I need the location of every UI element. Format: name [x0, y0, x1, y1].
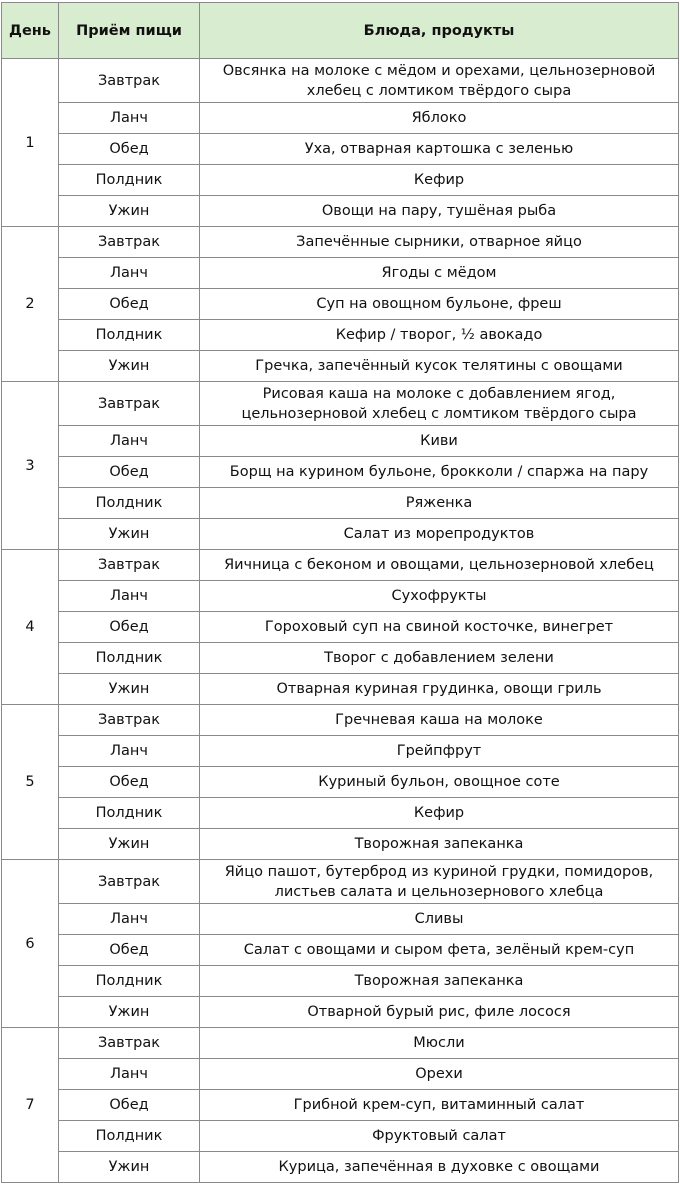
dish-line: хлебец с ломтиком твёрдого сыра — [306, 82, 572, 99]
dish-line: Киви — [420, 433, 458, 449]
day-number: 5 — [2, 705, 59, 860]
meal-name: Полдник — [59, 488, 200, 519]
table-row — [2, 705, 679, 736]
dish-line: Салат из морепродуктов — [343, 526, 535, 542]
table-row — [2, 643, 679, 674]
table-row — [2, 519, 679, 550]
table-row — [2, 1090, 679, 1121]
day-number: 2 — [2, 227, 59, 382]
dish-cell — [200, 103, 679, 134]
meal-name: Ужин — [59, 1152, 200, 1183]
table-row — [2, 966, 679, 997]
meal-name: Ланч — [59, 426, 200, 457]
dish-line: Гороховый суп на свиной косточке, винегрет — [264, 619, 614, 635]
meal-name: Полдник — [59, 165, 200, 196]
table-row — [2, 767, 679, 798]
dish-cell — [200, 1090, 679, 1121]
header-meal: Приём пищи — [59, 3, 200, 59]
meal-name: Завтрак — [59, 59, 200, 103]
meal-name: Полдник — [59, 643, 200, 674]
dish-line: Гречка, запечённый кусок телятины с овощами — [255, 358, 623, 374]
dish-line: Творог с добавлением зелени — [324, 650, 554, 666]
dish-cell — [200, 997, 679, 1028]
header-row — [2, 3, 679, 59]
dish-cell — [200, 705, 679, 736]
meal-name: Завтрак — [59, 1028, 200, 1059]
table-row — [2, 59, 679, 103]
table-row — [2, 798, 679, 829]
meal-name: Обед — [59, 134, 200, 165]
meal-name: Полдник — [59, 1121, 200, 1152]
meal-name: Ужин — [59, 674, 200, 705]
table-row — [2, 1121, 679, 1152]
dish-cell — [200, 581, 679, 612]
dish-line: Фруктовый салат — [372, 1128, 506, 1144]
meal-name: Обед — [59, 457, 200, 488]
table-row — [2, 935, 679, 966]
table-row — [2, 860, 679, 904]
dish-cell — [200, 798, 679, 829]
meal-name: Полдник — [59, 798, 200, 829]
meal-name: Обед — [59, 1090, 200, 1121]
meal-name: Ланч — [59, 103, 200, 134]
dish-line: Овсянка на молоке с мёдом и орехами, цельнозерновой — [222, 62, 656, 79]
dish-line: Курица, запечённая в духовке с овощами — [278, 1159, 600, 1175]
table-row — [2, 612, 679, 643]
dish-line: Сухофрукты — [391, 588, 487, 604]
day-number: 6 — [2, 860, 59, 1028]
table-row — [2, 457, 679, 488]
table-row — [2, 829, 679, 860]
table-row — [2, 1028, 679, 1059]
dish-cell — [200, 612, 679, 643]
table-row — [2, 904, 679, 935]
dish-cell — [200, 550, 679, 581]
meal-name: Завтрак — [59, 860, 200, 904]
day-number: 7 — [2, 1028, 59, 1183]
dish-line: Грейпфрут — [396, 743, 482, 759]
meal-plan-table — [1, 2, 679, 1183]
meal-name: Ужин — [59, 196, 200, 227]
meal-name: Ланч — [59, 1059, 200, 1090]
dish-line: Кефир / творог, ½ авокадо — [335, 327, 543, 343]
meal-name: Ужин — [59, 997, 200, 1028]
dish-line: Куриный бульон, овощное соте — [318, 774, 560, 790]
meal-name: Обед — [59, 767, 200, 798]
table-row — [2, 550, 679, 581]
dish-cell — [200, 351, 679, 382]
dish-line: Овощи на пару, тушёная рыба — [321, 203, 557, 219]
dish-cell — [200, 767, 679, 798]
dish-cell — [200, 1059, 679, 1090]
dish-line: Сливы — [414, 911, 464, 927]
table-row — [2, 581, 679, 612]
meal-name: Завтрак — [59, 550, 200, 581]
table-row — [2, 134, 679, 165]
meal-name: Обед — [59, 289, 200, 320]
dish-line: Кефир — [413, 172, 465, 188]
meal-name: Полдник — [59, 966, 200, 997]
meal-name: Ужин — [59, 351, 200, 382]
dish-cell — [200, 382, 679, 426]
table-row — [2, 382, 679, 426]
dish-line: Ягоды с мёдом — [381, 265, 497, 281]
meal-name: Полдник — [59, 320, 200, 351]
header-dishes: Блюда, продукты — [200, 3, 679, 59]
dish-cell — [200, 736, 679, 767]
dish-line: Отварной бурый рис, филе лосося — [307, 1004, 571, 1020]
dish-cell — [200, 320, 679, 351]
table-body — [2, 59, 679, 1183]
table-row — [2, 103, 679, 134]
dish-line: Кефир — [413, 805, 465, 821]
meal-name: Ланч — [59, 581, 200, 612]
meal-name: Ланч — [59, 258, 200, 289]
dish-cell — [200, 426, 679, 457]
dish-line: Запечённые сырники, отварное яйцо — [296, 234, 582, 250]
dish-line: Творожная запеканка — [354, 836, 524, 852]
dish-cell — [200, 904, 679, 935]
dish-line: цельнозерновой хлебец с ломтиком твёрдого сыра — [241, 405, 637, 422]
dish-cell — [200, 289, 679, 320]
dish-cell — [200, 1028, 679, 1059]
table-row — [2, 351, 679, 382]
table-row — [2, 196, 679, 227]
table-header — [2, 3, 679, 59]
dish-cell — [200, 258, 679, 289]
dish-cell — [200, 59, 679, 103]
table-row — [2, 227, 679, 258]
table-row — [2, 320, 679, 351]
dish-cell — [200, 165, 679, 196]
dish-line: Яичница с беконом и овощами, цельнозерновой хлебец — [224, 557, 654, 573]
table-row — [2, 997, 679, 1028]
dish-line: Салат с овощами и сыром фета, зелёный крем-суп — [243, 942, 635, 958]
dish-cell — [200, 457, 679, 488]
table-row — [2, 426, 679, 457]
dish-cell — [200, 1121, 679, 1152]
dish-cell — [200, 227, 679, 258]
table-row — [2, 674, 679, 705]
table-row — [2, 1059, 679, 1090]
dish-cell — [200, 860, 679, 904]
dish-line: Яблоко — [411, 110, 467, 126]
dish-line: Ряженка — [405, 495, 473, 511]
dish-cell — [200, 134, 679, 165]
dish-cell — [200, 829, 679, 860]
meal-name: Ужин — [59, 829, 200, 860]
dish-line: Рисовая каша на молоке с добавлением ягод, — [262, 385, 616, 402]
meal-name: Ланч — [59, 736, 200, 767]
table-row — [2, 289, 679, 320]
meal-name: Ланч — [59, 904, 200, 935]
meal-name: Обед — [59, 612, 200, 643]
table-row — [2, 165, 679, 196]
dish-cell — [200, 488, 679, 519]
dish-cell — [200, 935, 679, 966]
dish-cell — [200, 519, 679, 550]
day-number: 4 — [2, 550, 59, 705]
dish-cell — [200, 643, 679, 674]
day-number: 3 — [2, 382, 59, 550]
dish-line: Грибной крем-суп, витаминный салат — [293, 1097, 585, 1113]
dish-cell — [200, 966, 679, 997]
dish-line: листьев салата и цельнозернового хлебца — [274, 883, 604, 900]
dish-line: Отварная куриная грудинка, овощи гриль — [276, 681, 602, 697]
dish-cell — [200, 196, 679, 227]
day-number: 1 — [2, 59, 59, 227]
dish-line: Гречневая каша на молоке — [335, 712, 543, 728]
dish-line: Уха, отварная картошка с зеленью — [304, 141, 574, 157]
table-row — [2, 258, 679, 289]
dish-line: Мюсли — [413, 1035, 465, 1051]
table-row — [2, 736, 679, 767]
meal-name: Обед — [59, 935, 200, 966]
table-row — [2, 488, 679, 519]
dish-line: Суп на овощном бульоне, фреш — [316, 296, 562, 312]
dish-line: Творожная запеканка — [354, 973, 524, 989]
header-day: День — [2, 3, 59, 59]
dish-cell — [200, 1152, 679, 1183]
meal-name: Завтрак — [59, 227, 200, 258]
dish-cell — [200, 674, 679, 705]
table-row — [2, 1152, 679, 1183]
meal-name: Завтрак — [59, 382, 200, 426]
dish-line: Яйцо пашот, бутерброд из куриной грудки, помидоров, — [224, 863, 654, 880]
dish-line: Орехи — [415, 1066, 463, 1082]
meal-name: Ужин — [59, 519, 200, 550]
dish-line: Борщ на курином бульоне, брокколи / спаржа на пару — [229, 464, 649, 480]
meal-name: Завтрак — [59, 705, 200, 736]
